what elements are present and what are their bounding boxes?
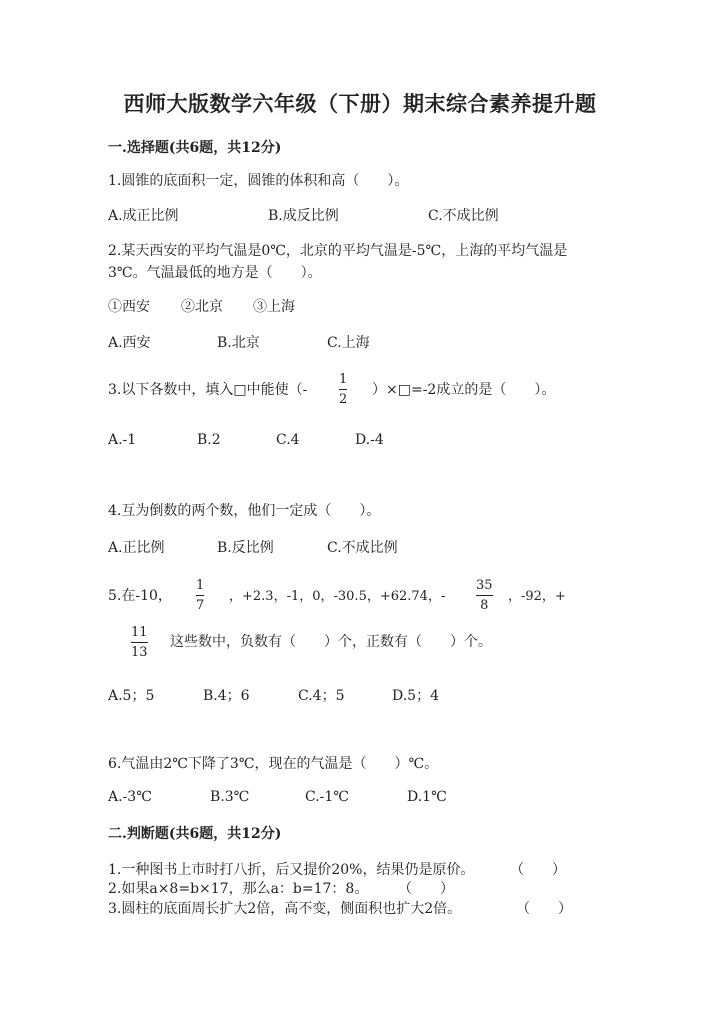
q3-fraction-numerator: 1 (339, 372, 348, 387)
judgement-item-2-text: 2.如果a×8=b×17，那么a：b=17：8。 (108, 881, 369, 897)
q3-fraction (339, 372, 347, 407)
q3-stem-part-b: ）×□=-2成立的是（ ）。 (372, 382, 556, 398)
q3-option-d: D.-4 (355, 432, 384, 448)
q1-option-c: C.不成比例 (428, 208, 499, 224)
q4-option-c: C.不成比例 (327, 540, 398, 556)
q2-place-2: ②北京 (181, 299, 223, 315)
judgement-item-3-blank: （ ） (516, 901, 572, 917)
fraction-bar (339, 389, 347, 390)
judgement-item-3-text: 3.圆柱的底面周长扩大2倍，高不变，侧面积也扩大2倍。 (108, 901, 462, 917)
q3-stem-part-a: 3.以下各数中，填入□中能使（- (108, 382, 308, 398)
q6-option-c: C.-1℃ (305, 789, 349, 805)
q2-option-b: B.北京 (217, 335, 260, 351)
judgement-item-2-blank: （ ） (398, 881, 454, 897)
q5-fraction-1-denominator: 7 (196, 598, 205, 613)
q4-stem: 4.互为倒数的两个数，他们一定成（ ）。 (108, 503, 381, 519)
q2-option-a: A.西安 (108, 335, 151, 351)
q5-option-a: A.5；5 (108, 688, 155, 704)
section-heading-choice: 一.选择题(共6题，共12分) (108, 140, 282, 156)
q3-option-c: C.4 (276, 432, 300, 448)
q2-place-1: ①西安 (108, 299, 150, 315)
judgement-item-1-blank: （ ） (510, 862, 566, 878)
q1-option-a: A.成正比例 (108, 208, 179, 224)
q5-stem-part-b: ，+2.3，-1，0，-30.5，+62.74，- (229, 589, 446, 604)
fraction-bar (196, 595, 204, 596)
fraction-bar (476, 595, 493, 596)
q5-option-b: B.4；6 (203, 688, 250, 704)
q6-option-b: B.3℃ (210, 789, 250, 805)
q6-option-a: A.-3℃ (108, 789, 152, 805)
q5-fraction-3-numerator: 11 (131, 625, 148, 640)
q5-fraction-1 (196, 578, 204, 613)
q5-fraction-2 (476, 578, 493, 613)
page-title: 西师大版数学六年级（下册）期末综合素养提升题 (123, 91, 597, 116)
section-heading-judgement: 二.判断题(共6题，共12分) (108, 826, 282, 842)
q3-option-a: A.-1 (108, 432, 137, 448)
q5-fraction-3-denominator: 13 (131, 645, 148, 660)
judgement-item-1-text: 1.一种图书上市时打八折，后又提价20%，结果仍是原价。 (108, 862, 475, 878)
q5-fraction-2-denominator: 8 (480, 598, 489, 613)
q1-stem: 1.圆锥的底面积一定，圆锥的体积和高（ ）。 (108, 173, 409, 189)
q2-place-3: ③上海 (253, 299, 295, 315)
q2-stem-line2: 3℃。气温最低的地方是（ ）。 (108, 265, 322, 281)
q1-option-b: B.成反比例 (268, 208, 339, 224)
q2-option-c: C.上海 (327, 335, 370, 351)
q6-stem: 6.气温由2℃下降了3℃，现在的气温是（ ）℃。 (108, 756, 439, 772)
q6-option-d: D.1℃ (407, 789, 447, 805)
q5-fraction-2-numerator: 35 (476, 578, 493, 593)
q3-fraction-denominator: 2 (339, 392, 348, 407)
q5-stem-part-d: 这些数中，负数有（ ）个，正数有（ ）个。 (170, 634, 492, 650)
q5-stem-part-a: 5.在-10， (108, 588, 172, 604)
fraction-bar (131, 642, 148, 643)
q5-fraction-1-numerator: 1 (196, 578, 205, 593)
q3-option-b: B.2 (197, 432, 221, 448)
q4-option-a: A.正比例 (108, 540, 165, 556)
q5-option-c: C.4；5 (298, 688, 345, 704)
q5-fraction-3 (131, 625, 148, 660)
q4-option-b: B.反比例 (217, 540, 274, 556)
q5-option-d: D.5；4 (392, 688, 439, 704)
q5-stem-part-c: ，-92，+ (508, 589, 566, 604)
q2-stem-line1: 2.某天西安的平均气温是0℃，北京的平均气温是-5℃，上海的平均气温是 (108, 243, 568, 259)
